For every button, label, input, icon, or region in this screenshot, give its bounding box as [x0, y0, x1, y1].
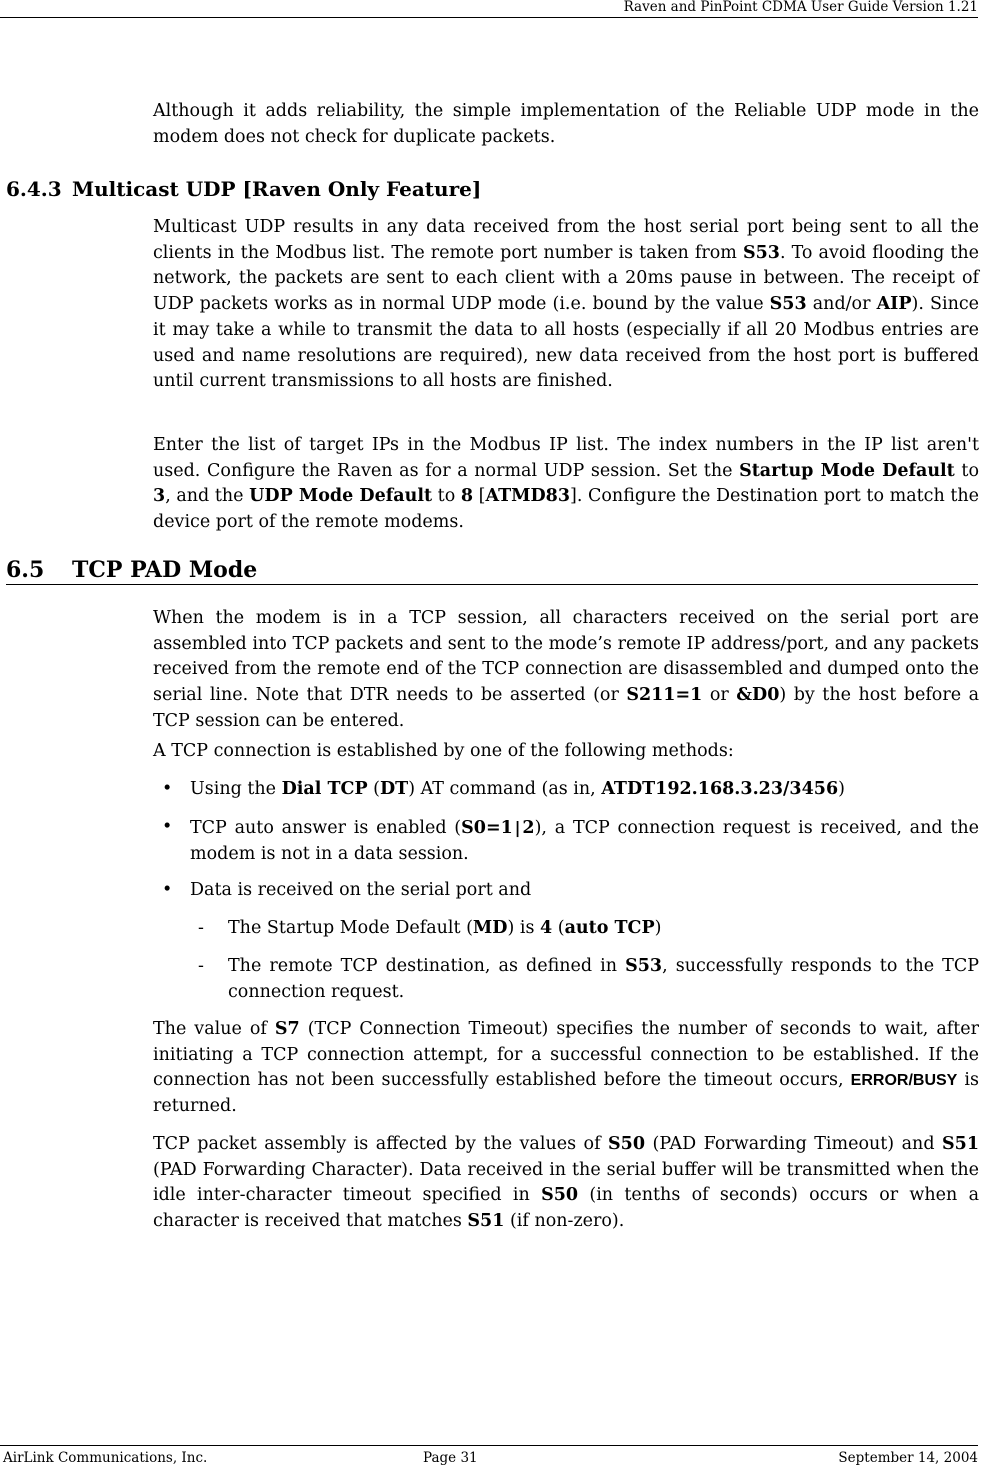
text-run: ). Since it may take a while to transmit the data to all hosts (especially if all 20 Modbus entries are used and name resolutions are required), new data received from the host port is buffered until current transmissions to all hosts are finished.	[153, 294, 979, 392]
text-run: ), a TCP connection request is received, and the modem is not in a data session.	[190, 818, 980, 864]
section-number: 6.4.3	[6, 177, 62, 201]
bold-run: ERROR/BUSY	[850, 1072, 958, 1090]
bold-run: S0=1	[461, 818, 513, 838]
sec643-p1-text	[153, 215, 979, 395]
sec65-paragraph-4	[0, 1132, 978, 1235]
text-run: (TCP Connection Timeout) specifies the number of seconds to wait, after initiating a TCP connection attempt, for a successful connection to be established. If the connection has not been successfully established before the timeout occurs,	[153, 1019, 979, 1091]
text-run: The remote TCP destination, as defined in	[228, 956, 626, 976]
bold-run: 4	[540, 918, 553, 938]
text-run: TCP auto answer is enabled (	[190, 818, 462, 838]
text-run: ]. Configure the Destination port to match the device port of the remote modems.	[153, 486, 980, 533]
section-number: 6.5	[6, 557, 45, 583]
intro-text: Although it adds reliability, the simple implementation of the Reliable UDP mode in the modem does not check for duplicate packets.	[153, 101, 979, 147]
bold-run: DT	[380, 779, 409, 799]
text-run: Multicast UDP results in any data received from the host serial port being sent to all the clients in the Modbus list. The remote port number is taken from	[153, 217, 979, 263]
text-run: )	[838, 779, 845, 799]
sec643-p2-text	[153, 433, 979, 536]
text-run: TCP packet assembly is affected by the values of	[153, 1134, 609, 1154]
text-run: The Startup Mode Default (	[228, 918, 473, 938]
sec65-p1-text	[153, 606, 979, 735]
bullet-dot: •	[162, 779, 173, 799]
sec65-paragraph-2	[0, 739, 978, 765]
page-header	[0, 0, 978, 18]
bold-run: S51	[467, 1211, 505, 1232]
text-run: , and the	[165, 486, 250, 507]
bold-run: UDP Mode Default	[249, 486, 433, 507]
text-run: Data is received on the serial port and	[190, 880, 532, 900]
bold-run: MD	[472, 918, 508, 938]
text-run: and/or	[806, 294, 877, 315]
text-run: (	[367, 779, 380, 799]
page-footer	[0, 1445, 978, 1466]
sub-dash: -	[198, 956, 204, 976]
sec643-paragraph-1	[0, 215, 978, 395]
footer-company: AirLink Communications, Inc.	[3, 1450, 208, 1466]
text-run: The value of	[153, 1019, 275, 1039]
text-run: or	[702, 685, 737, 706]
bold-run: S50	[608, 1134, 646, 1154]
text-run: to	[954, 460, 979, 481]
bold-run: S211=1	[626, 685, 703, 706]
header-title: Raven and PinPoint CDMA User Guide Version 1.21	[623, 0, 978, 15]
bold-run: AIP	[876, 294, 912, 315]
text-run: [	[473, 486, 486, 507]
text-run: (PAD Forwarding Timeout) and	[645, 1134, 942, 1154]
bullet-dot: •	[162, 880, 173, 900]
bold-run: S51	[942, 1134, 979, 1154]
bullet-item-dial-tcp	[190, 777, 979, 803]
bold-run: S53	[769, 294, 807, 315]
footer-page-number: Page 31	[423, 1450, 478, 1466]
section-heading-6-5	[6, 556, 978, 585]
bold-run: 2	[522, 818, 535, 838]
bold-run: S50	[541, 1185, 579, 1206]
bold-run: ATMD83	[485, 486, 571, 507]
bold-run: Startup Mode Default	[739, 460, 955, 481]
text-run: (in tenths of seconds) occurs or when a character is received that matches	[153, 1185, 979, 1232]
intro-paragraph	[0, 99, 978, 150]
text-run: When the modem is in a TCP session, all characters received on the serial port are assembled into TCP packets and sent to the mode’s remote IP address/port, and any packets received from the remote end of the TCP connection are disassembled and dumped onto the serial line. Note that DTR needs to be asserted (or	[153, 608, 979, 706]
bold-run: S53	[742, 242, 780, 263]
bold-run: |	[512, 818, 523, 837]
bold-run: auto TCP	[564, 918, 655, 938]
text-run: is returned.	[153, 1070, 979, 1117]
text-run: ) by the host before a TCP session can be entered.	[153, 685, 980, 731]
bullet-dot: •	[162, 817, 173, 837]
text-run: Using the	[190, 779, 282, 799]
section-title: Multicast UDP [Raven Only Feature]	[72, 177, 482, 201]
sub-item-startup-mode	[228, 916, 979, 942]
text-run: to	[432, 486, 461, 507]
text-run: ) is	[507, 918, 541, 938]
sec65-paragraph-1	[0, 606, 978, 735]
bold-run: ATDT192.168.3.23/3456	[601, 779, 839, 799]
bullet-item-serial-data	[190, 878, 979, 904]
bold-run: S7	[274, 1019, 300, 1039]
bold-run: 3	[153, 486, 166, 507]
sec65-p3-text	[153, 1017, 979, 1120]
sub-dash: -	[198, 918, 204, 938]
text-run: . To avoid flooding the network, the packets are sent to each client with a 20ms pause in between. The receipt of UDP packets works as in normal UDP mode (i.e. bound by the value	[153, 242, 980, 315]
footer-date: September 14, 2004	[838, 1450, 978, 1466]
bold-run: Dial TCP	[281, 779, 368, 799]
sec65-p2-text: A TCP connection is established by one of the following methods:	[153, 741, 734, 761]
text-run: )	[654, 918, 662, 938]
sec643-paragraph-2	[0, 433, 978, 536]
text-run: (	[552, 918, 565, 938]
text-run: (if non-zero).	[504, 1211, 625, 1232]
bullet-item-auto-answer	[190, 815, 979, 867]
sub-item-remote-destination	[228, 954, 979, 1005]
bold-run: S53	[625, 956, 663, 976]
section-heading-6-4-3	[6, 177, 481, 201]
text-run: Enter the list of target IPs in the Modbus IP list. The index numbers in the IP list aren't used. Configure the Raven as for a normal UDP session. Set the	[153, 435, 979, 481]
text-run: , successfully responds to the TCP connection request.	[228, 956, 979, 1002]
sec65-paragraph-3	[0, 1017, 978, 1120]
sec65-p4-text	[153, 1132, 979, 1235]
bold-run: &D0	[736, 685, 780, 706]
text-run: (PAD Forwarding Character). Data received in the serial buffer will be transmitted when the idle inter-character timeout specified in	[153, 1159, 979, 1206]
bold-run: 8	[460, 486, 474, 507]
section-title: TCP PAD Mode	[72, 557, 258, 583]
text-run: ) AT command (as in,	[408, 779, 602, 799]
